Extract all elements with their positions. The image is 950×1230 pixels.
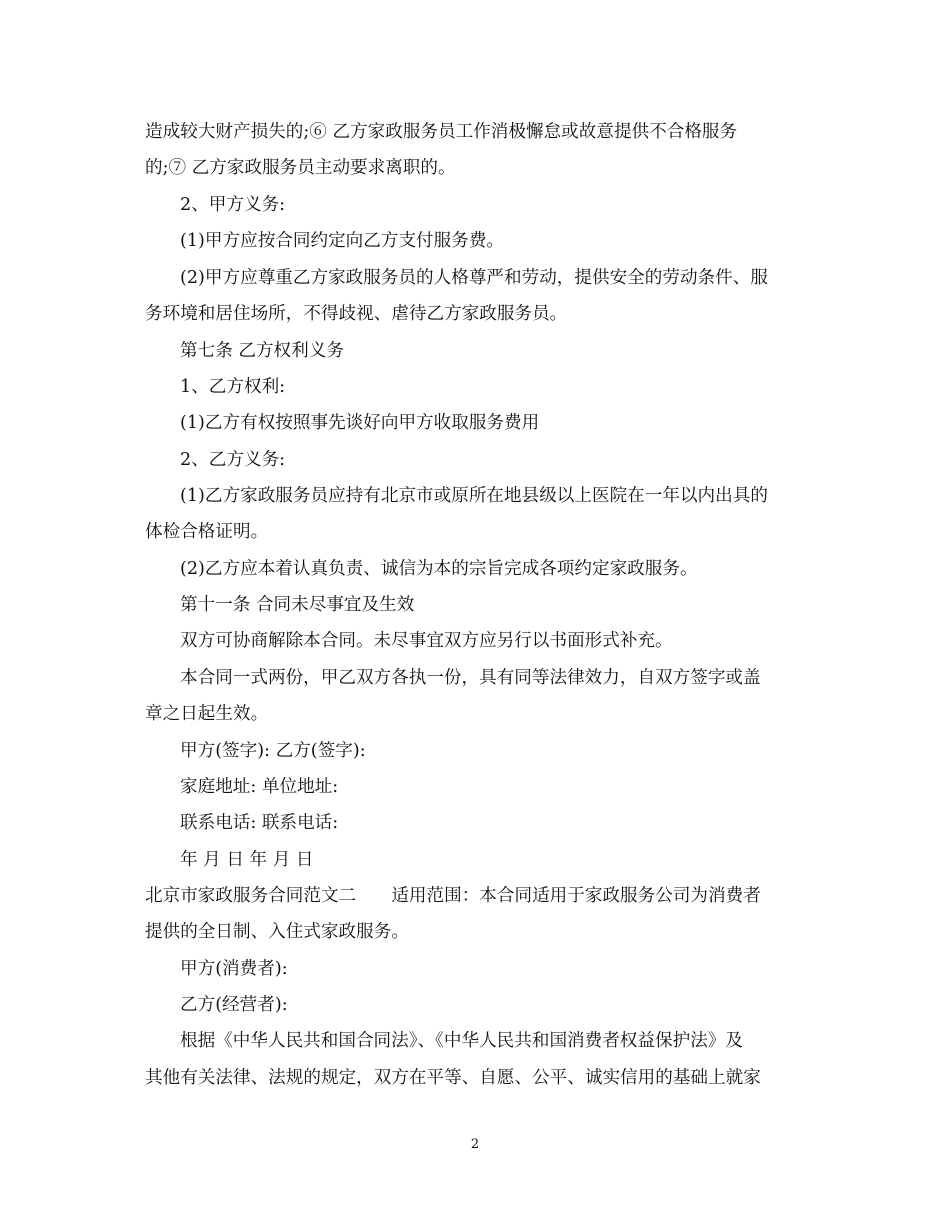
date-line: 年 月 日 年 月 日 [180,850,314,870]
page-number: 2 [470,1137,480,1152]
address-line: 家庭地址: 单位地址: [180,777,339,797]
text-line-3: 2、甲方义务: [180,195,286,215]
section-heading-article-11: 第十一条 合同未尽事宜及生效 [180,595,415,615]
text-line-1: 造成较大财产损失的;⑥ 乙方家政服务员工作消极懈怠或故意提供不合格服务 [145,122,738,142]
section-heading-template-2: 北京市家政服务合同范文二 适用范围：本合同适用于家政服务公司为消费者 [145,886,761,906]
text-line-26: 根据《中华人民共和国合同法》、《中华人民共和国消费者权益保护法》及 [180,1031,743,1051]
text-line-8: 1、乙方权利: [180,377,286,397]
text-line-23: 提供的全日制、入住式家政服务。 [145,922,409,942]
text-line-12: 体检合格证明。 [145,522,269,542]
text-line-17: 章之日起生效。 [145,704,269,724]
text-line-13: (2)乙方应本着认真负责、诚信为本的宗旨完成各项约定家政服务。 [180,559,698,579]
text-line-6: 务环境和居住场所，不得歧视、虐待乙方家政服务员。 [145,304,568,324]
signature-line: 甲方(签字): 乙方(签字): [180,741,366,761]
section-heading-article-7: 第七条 乙方权利义务 [180,341,344,361]
text-line-15: 双方可协商解除本合同。未尽事宜双方应另行以书面形式补充。 [180,631,673,651]
text-line-16: 本合同一式两份，甲乙双方各执一份，具有同等法律效力，自双方签字或盖 [180,668,761,688]
text-line-4: (1)甲方应按合同约定向乙方支付服务费。 [180,231,505,251]
text-line-10: 2、乙方义务: [180,450,286,470]
text-line-2: 的;⑦ 乙方家政服务员主动要求离职的。 [145,158,456,178]
text-line-9: (1)乙方有权按照事先谈好向甲方收取服务费用 [180,413,540,433]
phone-line: 联系电话: 联系电话: [180,813,339,833]
party-a-line: 甲方(消费者): [180,959,288,979]
text-line-27: 其他有关法律、法规的规定，双方在平等、自愿、公平、诚实信用的基础上就家 [145,1068,761,1088]
party-b-line: 乙方(经营者): [180,995,288,1015]
text-line-5: (2)甲方应尊重乙方家政服务员的人格尊严和劳动，提供安全的劳动条件、服 [180,268,768,288]
text-line-11: (1)乙方家政服务员应持有北京市或原所在地县级以上医院在一年以内出具的 [180,486,768,506]
